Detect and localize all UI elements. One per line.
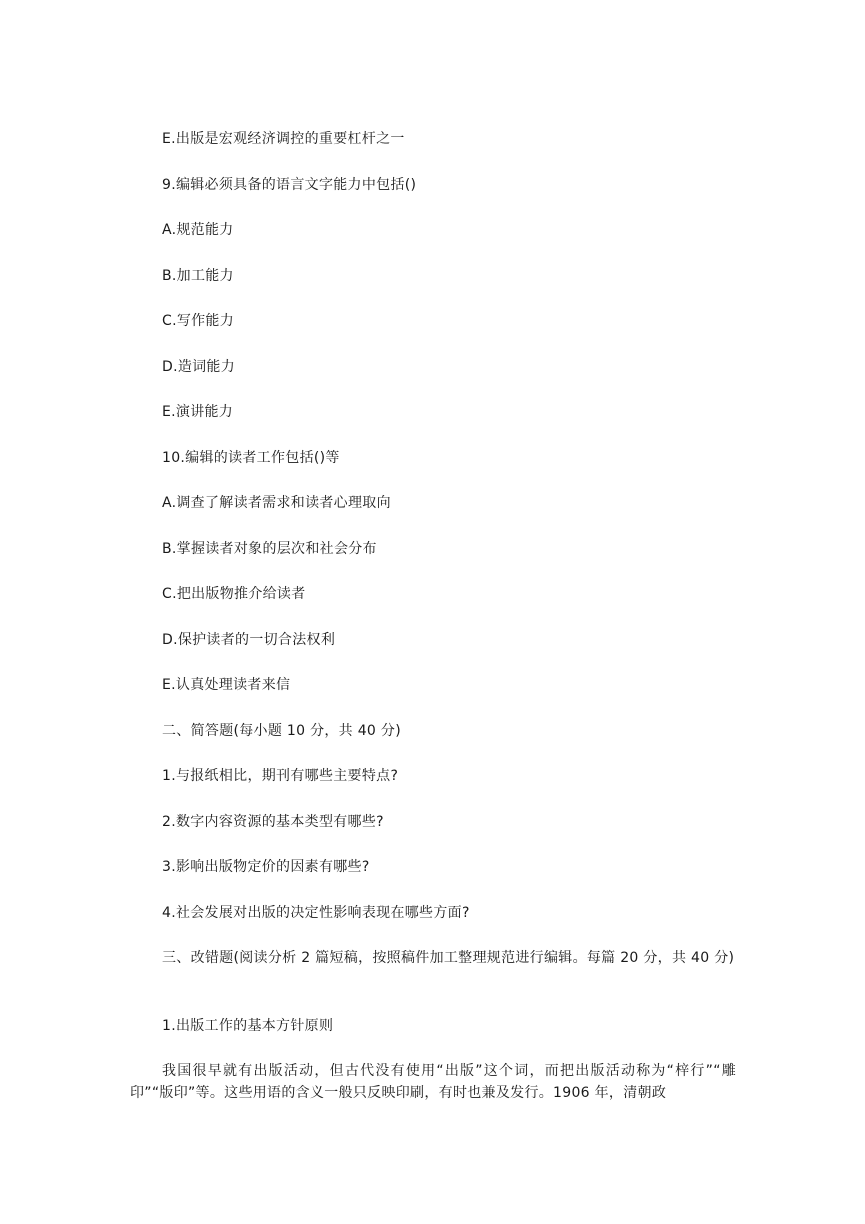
short-answer-2: 2.数字内容资源的基本类型有哪些?: [162, 814, 384, 830]
option-10b: B.掌握读者对象的层次和社会分布: [162, 541, 377, 557]
option-9c: C.写作能力: [162, 313, 235, 329]
question-10: 10.编辑的读者工作包括()等: [162, 450, 340, 466]
option-9d: D.造词能力: [162, 359, 236, 375]
option-9b: B.加工能力: [162, 268, 234, 284]
short-answer-3: 3.影响出版物定价的因素有哪些?: [162, 859, 370, 875]
question-9: 9.编辑必须具备的语言文字能力中包括(): [162, 177, 417, 193]
option-9e-line: E.出版是宏观经济调控的重要杠杆之一: [162, 131, 405, 147]
option-9a: A.规范能力: [162, 222, 234, 238]
option-10e: E.认真处理读者来信: [162, 677, 291, 693]
option-10d: D.保护读者的一切合法权利: [162, 632, 336, 648]
section-2-heading: 二、简答题(每小题 10 分，共 40 分): [162, 723, 401, 739]
article-1-title: 1.出版工作的基本方针原则: [162, 1018, 334, 1034]
option-9e: E.演讲能力: [162, 404, 234, 420]
short-answer-1: 1.与报纸相比，期刊有哪些主要特点?: [162, 768, 399, 784]
option-10a: A.调查了解读者需求和读者心理取向: [162, 495, 391, 511]
short-answer-4: 4.社会发展对出版的决定性影响表现在哪些方面?: [162, 905, 470, 921]
article-1-body: 我国很早就有出版活动，但古代没有使用“出版”这个词，而把出版活动称为“梓行”“雕印”“版印”等。这些用语的含义一般只反映印刷，有时也兼及发行。1906 年，清朝政: [130, 1063, 736, 1101]
option-10c: C.把出版物推介给读者: [162, 586, 306, 602]
section-3-heading: 三、改错题(阅读分析 2 篇短稿，按照稿件加工整理规范进行编辑。每篇 20 分，共 40 分): [162, 950, 735, 966]
